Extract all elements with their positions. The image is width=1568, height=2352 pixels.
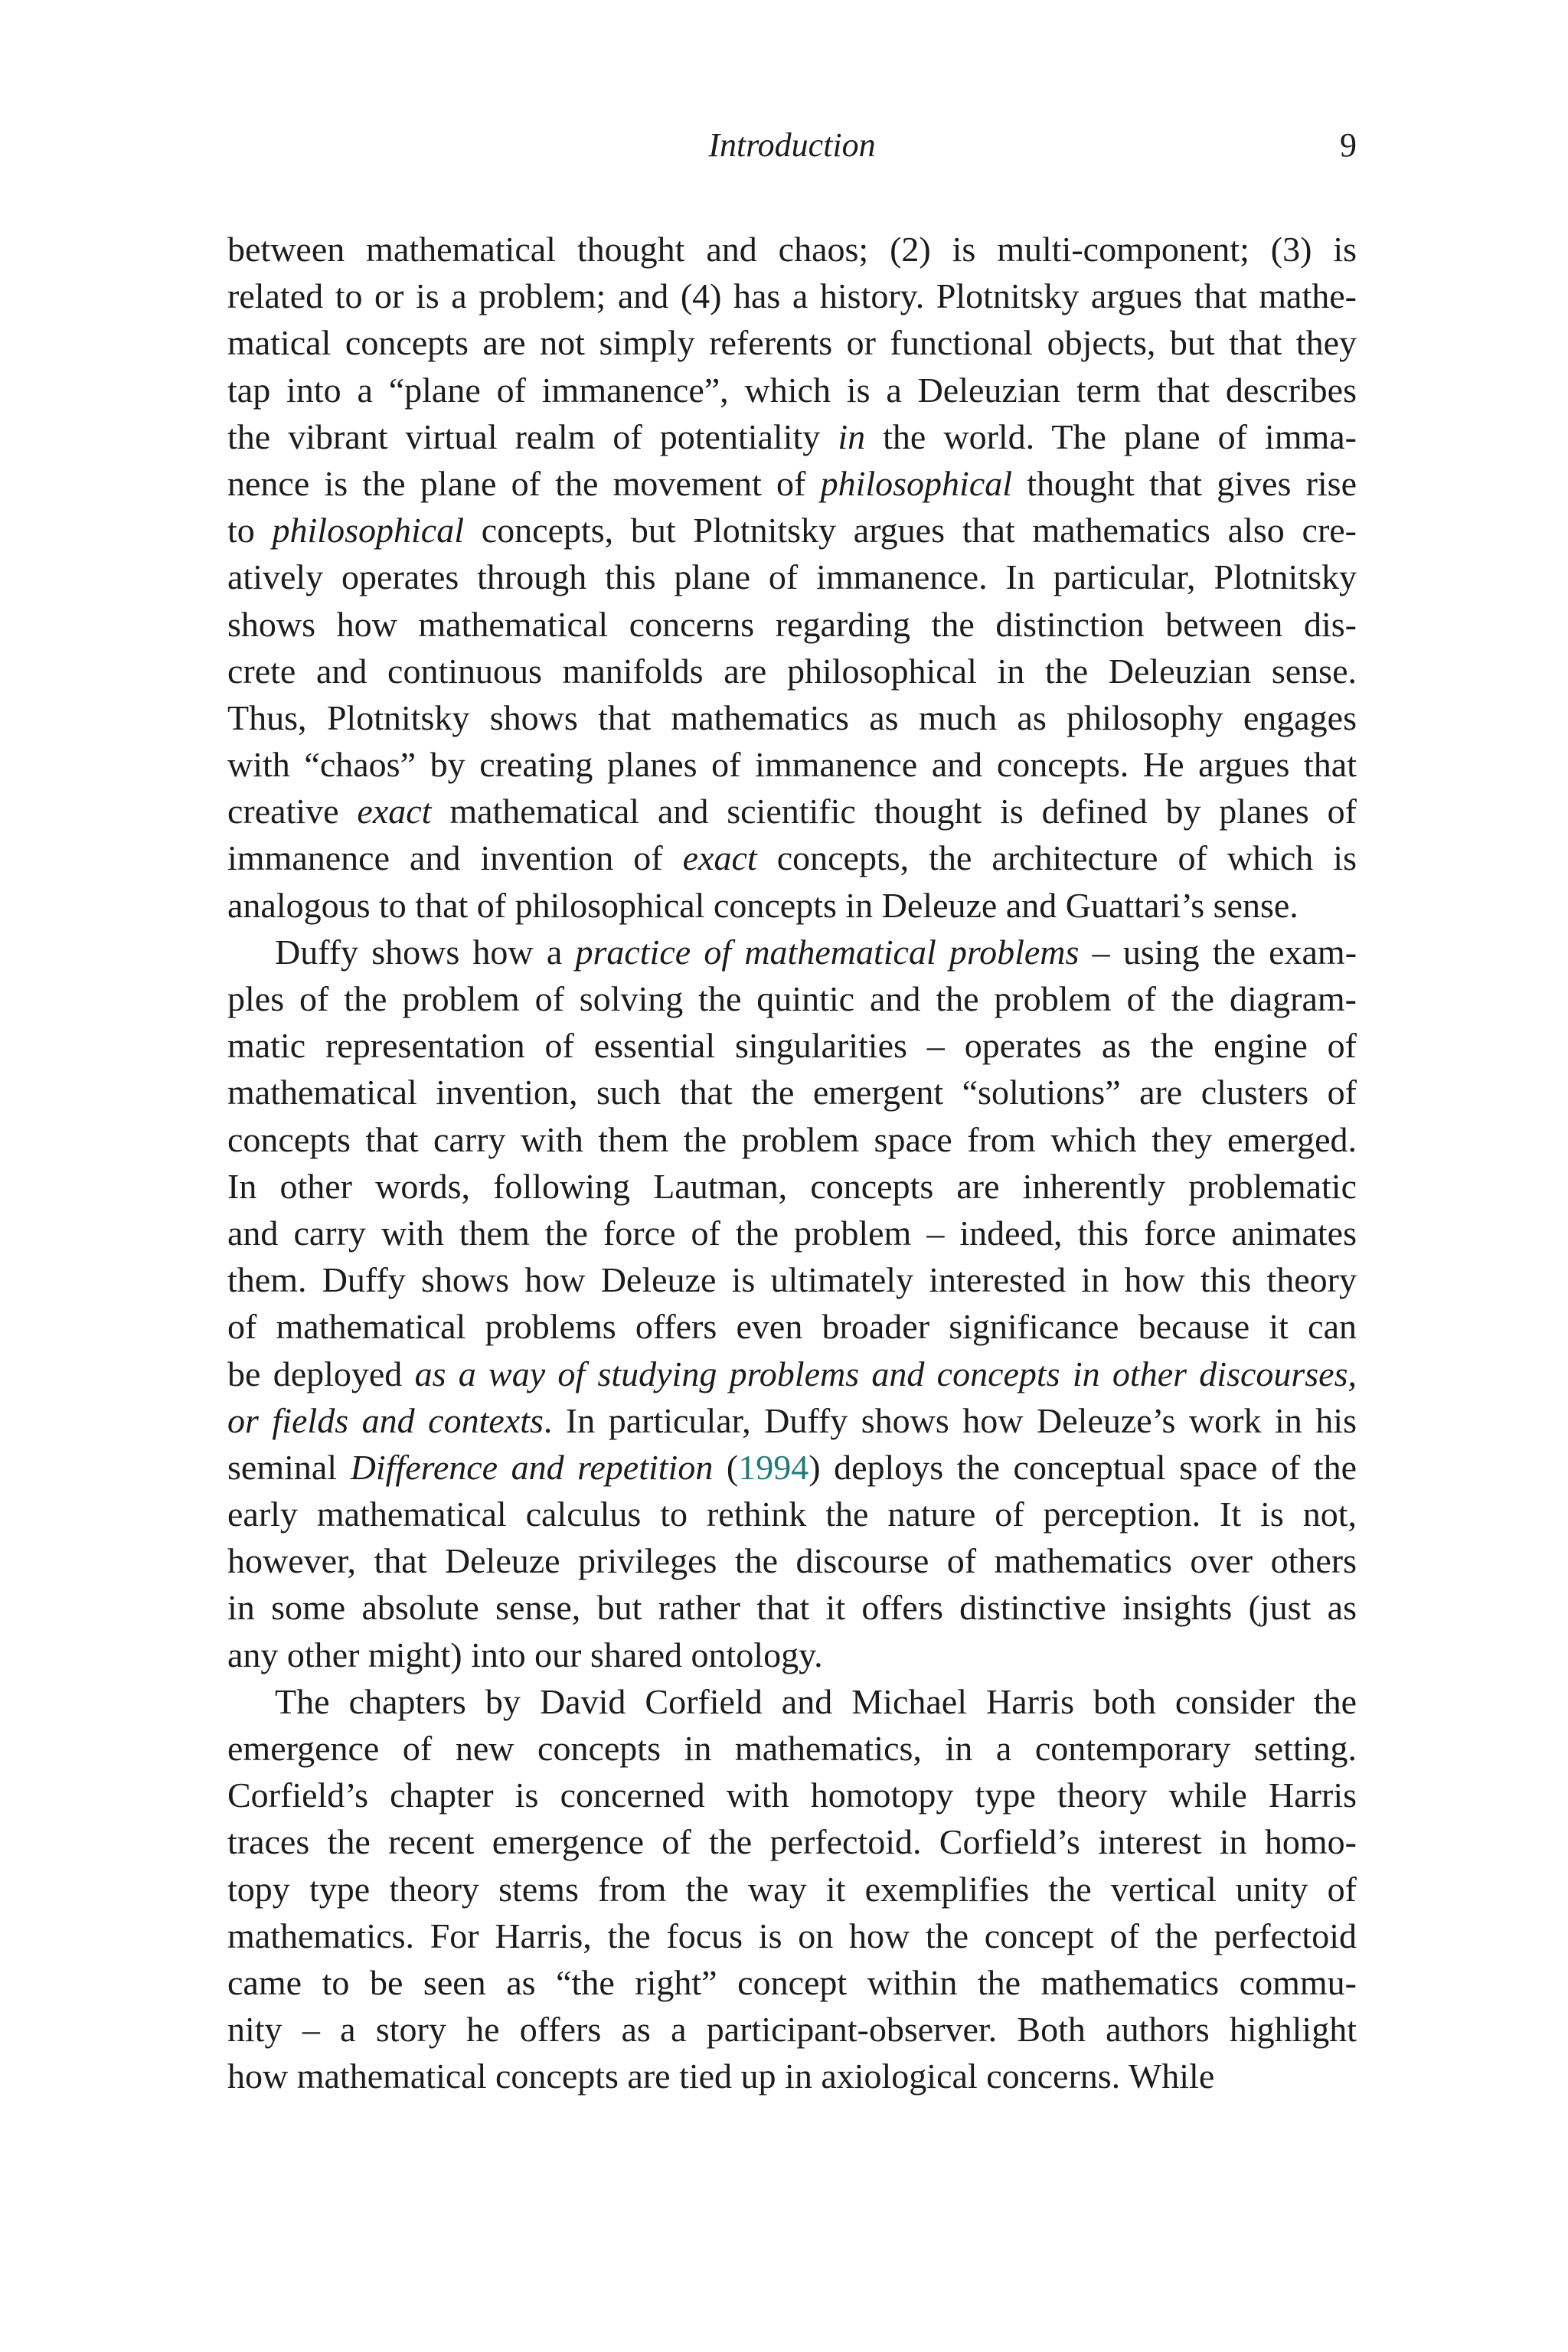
text-run: shows how mathematical concerns regarding the distinction between dis-: [227, 604, 1357, 644]
text-run: be deployed: [227, 1354, 415, 1393]
text-line: [227, 2006, 1357, 2053]
text-line: [227, 1491, 1357, 1537]
text-line: [227, 1256, 1357, 1303]
text-run: between mathematical thought and chaos; (2) is multi-component; (3) is: [227, 230, 1357, 269]
text-run: thought that gives rise: [1012, 463, 1357, 503]
text-run: matic representation of essential singularities – operates as the engine of: [227, 1026, 1357, 1066]
paragraph: [227, 226, 1357, 929]
text-line: [227, 226, 1357, 273]
text-line: [227, 1584, 1357, 1631]
text-run: ples of the problem of solving the quintic and the problem of the diagram-: [227, 979, 1357, 1018]
text-run: them. Duffy shows how Deleuze is ultimately interested in how this theory: [227, 1260, 1357, 1300]
text-run: how mathematical concepts are tied up in axiological concerns. While: [227, 2056, 1215, 2096]
italic-text: practice of mathematical problems: [575, 932, 1080, 972]
text-line: [227, 554, 1357, 600]
text-line: [227, 367, 1357, 413]
body-text: [227, 226, 1357, 2100]
text-run: (: [713, 1447, 739, 1487]
paragraph: [227, 1678, 1357, 2100]
text-run: concepts, but Plotnitsky argues that mathematics also cre-: [463, 511, 1357, 550]
text-line: [227, 1632, 1357, 1678]
text-line: [227, 1444, 1357, 1491]
text-run: immanence and invention of: [227, 838, 683, 878]
text-run: Thus, Plotnitsky shows that mathematics as much as philosophy engages: [227, 697, 1357, 737]
text-line: [227, 1069, 1357, 1116]
text-run: the vibrant virtual realm of potentiality: [227, 416, 838, 456]
text-run: In other words, following Lautman, concepts are inherently problematic: [227, 1166, 1357, 1206]
text-run: however, that Deleuze privileges the discourse of mathematics over others: [227, 1541, 1357, 1581]
text-line: [227, 460, 1357, 507]
italic-text: exact: [357, 792, 432, 831]
text-run: of mathematical problems offers even broader significance because it can: [227, 1307, 1357, 1347]
text-run: Duffy shows how a: [275, 932, 576, 972]
text-run: The chapters by David Corfield and Michael Harris both consider the: [275, 1681, 1357, 1721]
text-line: [227, 741, 1357, 788]
text-line: [227, 601, 1357, 648]
text-run: any other might) into our shared ontology.: [227, 1635, 823, 1674]
text-run: analogous to that of philosophical concepts in Deleuze and Guattari’s sense.: [227, 885, 1298, 925]
text-run: and carry with them the force of the problem – indeed, this force animates: [227, 1213, 1357, 1253]
text-run: – using the exam-: [1079, 932, 1357, 972]
citation-link[interactable]: 1994: [738, 1447, 809, 1487]
text-line: [227, 1725, 1357, 1772]
text-run: emergence of new concepts in mathematics, in a contemporary setting.: [227, 1729, 1357, 1768]
text-run: traces the recent emergence of the perfectoid. Corfield’s interest in homo-: [227, 1822, 1357, 1862]
text-line: [227, 1959, 1357, 2006]
text-line: [227, 1022, 1357, 1069]
italic-text: Difference and repetition: [350, 1447, 714, 1487]
text-run: tap into a “plane of immanence”, which is a Deleuzian term that describes: [227, 370, 1357, 410]
running-title: Introduction: [708, 126, 876, 164]
text-line: [227, 507, 1357, 554]
text-line: [227, 1913, 1357, 1959]
text-line: [227, 2053, 1357, 2099]
text-run: atively operates through this plane of immanence. In particular, Plotnitsky: [227, 557, 1357, 597]
text-run: early mathematical calculus to rethink the nature of perception. It is not,: [227, 1494, 1357, 1534]
text-run: in some absolute sense, but rather that it offers distinctive insights (just as: [227, 1588, 1357, 1628]
text-run: crete and continuous manifolds are philosophical in the Deleuzian sense.: [227, 651, 1357, 691]
running-head: [227, 119, 1357, 172]
text-run: Corfield’s chapter is concerned with homotopy type theory while Harris: [227, 1775, 1357, 1815]
text-run: ) deploys the conceptual space of the: [808, 1447, 1357, 1487]
text-line: [227, 319, 1357, 366]
text-run: the world. The plane of imma-: [865, 416, 1357, 456]
text-run: matical concepts are not simply referents or functional objects, but that they: [227, 323, 1357, 363]
paragraph: [227, 929, 1357, 1678]
text-line: [227, 273, 1357, 319]
text-run: mathematical and scientific thought is defined by planes of: [431, 792, 1357, 831]
text-run: mathematics. For Harris, the focus is on how the concept of the perfectoid: [227, 1916, 1357, 1955]
text-run: . In particular, Duffy shows how Deleuze’s work in his: [543, 1400, 1357, 1440]
italic-text: in: [838, 416, 866, 456]
text-run: with “chaos” by creating planes of immanence and concepts. He argues that: [227, 745, 1357, 785]
text-run: nence is the plane of the movement of: [227, 463, 821, 503]
text-line: [227, 975, 1357, 1022]
text-run: to: [227, 511, 273, 550]
text-line: [227, 1866, 1357, 1913]
text-line: [227, 1303, 1357, 1350]
text-line: [227, 1397, 1357, 1444]
text-run: nity – a story he offers as a participant-observer. Both authors highlight: [227, 2010, 1357, 2050]
text-line: [227, 1116, 1357, 1163]
text-line: [227, 1351, 1357, 1397]
italic-text: or fields and contexts: [227, 1400, 544, 1440]
text-line: [227, 694, 1357, 741]
text-line: [227, 413, 1357, 460]
text-line: [227, 648, 1357, 694]
text-run: seminal: [227, 1447, 351, 1487]
text-line: [227, 835, 1357, 881]
text-line: [227, 1537, 1357, 1584]
italic-text: philosophical: [820, 463, 1013, 503]
text-run: came to be seen as “the right” concept within the mathematics commu-: [227, 1962, 1357, 2002]
text-run: creative: [227, 792, 358, 831]
italic-text: philosophical: [272, 511, 464, 550]
italic-text: as a way of studying problems and concepts in other discourses,: [414, 1354, 1357, 1393]
italic-text: exact: [682, 838, 757, 878]
text-line: [227, 1210, 1357, 1256]
text-run: mathematical invention, such that the emergent “solutions” are clusters of: [227, 1073, 1357, 1112]
page-number: 9: [1340, 126, 1357, 164]
text-run: related to or is a problem; and (4) has a history. Plotnitsky argues that mathe-: [227, 276, 1357, 316]
text-run: concepts that carry with them the problem space from which they emerged.: [227, 1119, 1357, 1159]
text-line: [227, 1678, 1357, 1725]
text-line: [227, 1772, 1357, 1818]
text-run: concepts, the architecture of which is: [756, 838, 1357, 878]
text-run: topy type theory stems from the way it exemplifies the vertical unity of: [227, 1869, 1357, 1909]
text-line: [227, 1818, 1357, 1865]
text-line: [227, 1163, 1357, 1210]
text-line: [227, 882, 1357, 929]
text-line: [227, 788, 1357, 835]
text-line: [227, 929, 1357, 975]
